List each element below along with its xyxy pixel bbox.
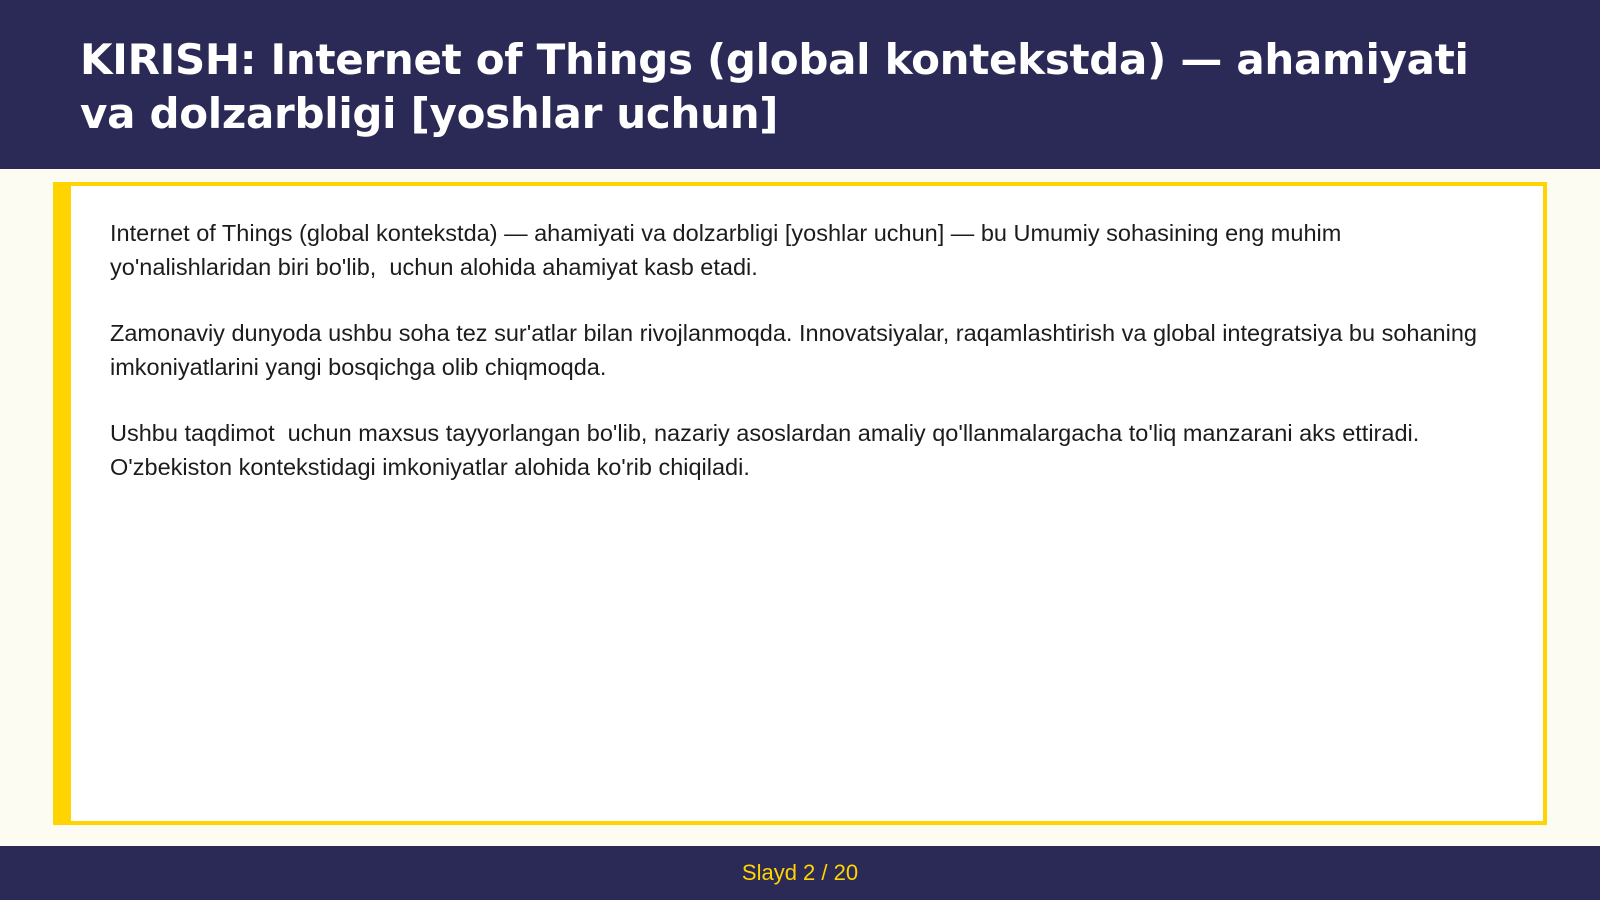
presentation-paragraph: Ushbu taqdimot uchun maxsus tayyorlangan bo'lib, nazariy asoslardan amaliy qo'llanmalargacha to'liq manzarani aks ettiradi. O'zbekiston kontekstidagi imkoniyatlar alohida ko'rib chiqiladi.	[110, 420, 1426, 480]
development-paragraph: Zamonaviy dunyoda ushbu soha tez sur'atlar bilan rivojlanmoqda. Innovatsiyalar, raqamlashtirish va global integratsiya bu sohaning imkoniyatlarini yangi bosqichga olib chiqmoqda.	[110, 320, 1484, 380]
slide-footer	[0, 846, 1600, 900]
content-panel	[53, 182, 1547, 825]
slide-title: KIRISH: Internet of Things (global kontekstda) — ahamiyati va dolzarbligi [yoshlar uchun]	[80, 35, 1469, 138]
slide-header	[0, 0, 1600, 169]
slide-counter: Slayd 2 / 20	[741, 860, 859, 885]
intro-paragraph: Internet of Things (global kontekstda) — ahamiyati va dolzarbligi [yoshlar uchun] — bu Umumiy sohasining eng muhim yo'nalishlaridan biri bo'lib, uchun alohida ahamiyat kasb etadi.	[110, 220, 1348, 280]
